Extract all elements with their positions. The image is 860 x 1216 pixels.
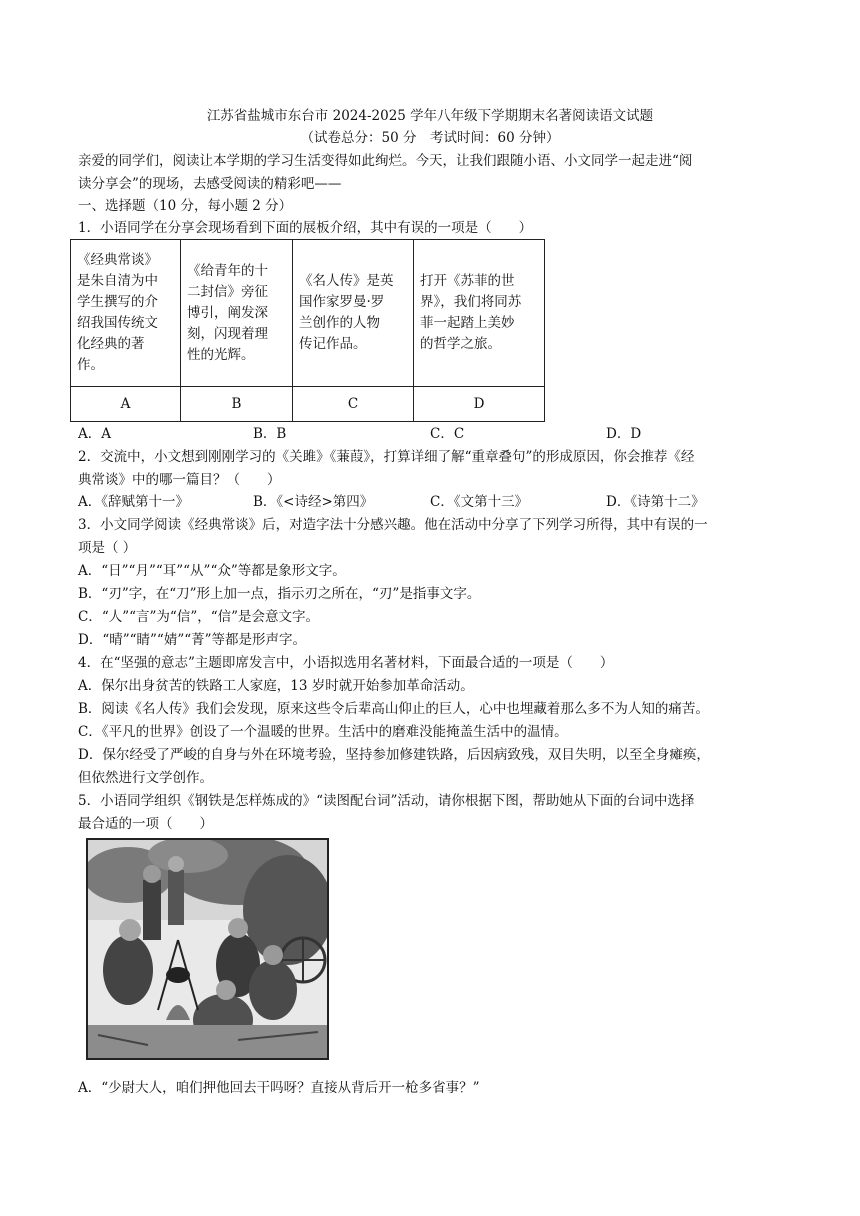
intro-line-2: 读分享会”的现场，去感受阅读的精彩吧——: [78, 176, 342, 192]
q5-option-a: A．“少尉大人，咱们押他回去干吗呀？直接从背后开一枪多省事？”: [78, 1080, 480, 1096]
q1-option-b: B．B: [253, 426, 287, 442]
q1-option-a: A．A: [78, 426, 111, 442]
q4-option-c: C．《平凡的世界》创设了一个温暖的世界。生活中的磨难没能掩盖生活中的温情。: [78, 724, 568, 740]
board-cell-a: 《经典常谈》 是朱自清为中 学生撰写的介 绍我国传统文 化经典的著 作。: [71, 240, 181, 387]
question-5-stem-2: 最合适的一项（ ）: [78, 816, 213, 832]
intro-line-1: 亲爱的同学们，阅读让本学期的学习生活变得如此绚烂。今天，让我们跟随小语、小文同学一起走进“阅: [78, 153, 693, 169]
q3-option-d: D．“晴”“睛”“婧”“菁”等都是形声字。: [78, 632, 307, 648]
q2-option-b: B．《<诗经>第四》: [253, 494, 374, 510]
q4-option-d: D．保尔经受了严峻的自身与外在环境考验，坚持参加修建铁路，后因病致残，双目失明，以至全身瘫痪，: [78, 747, 710, 763]
q3-option-c: C．“人”“言”为“信”，“信”是会意文字。: [78, 609, 320, 625]
question-1-stem: 1．小语同学在分享会现场看到下面的展板介绍，其中有误的一项是（ ）: [78, 220, 533, 236]
board-label-c: C: [293, 387, 414, 422]
illustration-image: [86, 838, 329, 1060]
exam-subtitle: （试卷总分：50 分 考试时间：60 分钟）: [300, 130, 560, 146]
q2-option-d: D．《诗第十二》: [606, 494, 705, 510]
question-5-stem-1: 5．小语同学组织《钢铁是怎样炼成的》“读图配台词”活动，请你根据下图，帮助她从下面的台词中选择: [78, 793, 695, 809]
q3-option-b: B．“刃”字，在“刀”形上加一点，指示刃之所在，“刃”是指事文字。: [78, 586, 481, 602]
q1-option-c: C．C: [430, 426, 465, 442]
q2-option-c: C．《文第十三》: [430, 494, 529, 510]
table-row: [71, 240, 545, 387]
q4-option-d-cont: 但依然进行文学创作。: [78, 770, 213, 786]
q1-option-d: D．D: [606, 426, 642, 442]
q4-option-a: A．保尔出身贫苦的铁路工人家庭，13 岁时就开始参加革命活动。: [78, 678, 474, 694]
board-cell-b: 《给青年的十 二封信》旁征 博引，阐发深 刻，闪现着理 性的光辉。: [181, 240, 293, 387]
question-3-stem-1: 3．小文同学阅读《经典常谈》后，对造字法十分感兴趣。他在活动中分享了下列学习所得，其中有误的一: [78, 517, 708, 533]
table-row: [71, 387, 545, 422]
board-label-a: A: [71, 387, 181, 422]
section-heading: 一、选择题（10 分，每小题 2 分）: [78, 198, 293, 214]
q4-option-b: B．阅读《名人传》我们会发现，原来这些令后辈高山仰止的巨人，心中也埋藏着那么多不为人知的痛苦。: [78, 701, 709, 717]
q3-option-a: A．“日”“月”“耳”“从”“众”等都是象形文字。: [78, 563, 346, 579]
exhibit-board-table: [70, 239, 545, 422]
q2-option-a: A．《辞赋第十一》: [78, 494, 189, 510]
question-3-stem-2: 项是（ ）: [78, 540, 137, 556]
exam-title: 江苏省盐城市东台市 2024-2025 学年八年级下学期期末名著阅读语文试题: [206, 108, 654, 124]
board-cell-d: 打开《苏菲的世 界》，我们将同苏 菲一起踏上美妙 的哲学之旅。: [414, 240, 545, 387]
campfire-scene-icon: [88, 840, 327, 1058]
question-2-stem-2: 典常谈》中的哪一篇目？（ ）: [78, 472, 281, 488]
board-cell-c: 《名人传》是英 国作家罗曼·罗 兰创作的人物 传记作品。: [293, 240, 414, 387]
board-label-d: D: [414, 387, 545, 422]
question-4-stem: 4．在“坚强的意志”主题即席发言中，小语拟选用名著材料，下面最合适的一项是（ ）: [78, 655, 614, 671]
question-2-stem-1: 2．交流中，小文想到刚刚学习的《关雎》《蒹葭》，打算详细了解“重章叠句”的形成原因，你会推荐《经: [78, 449, 695, 465]
board-label-b: B: [181, 387, 293, 422]
